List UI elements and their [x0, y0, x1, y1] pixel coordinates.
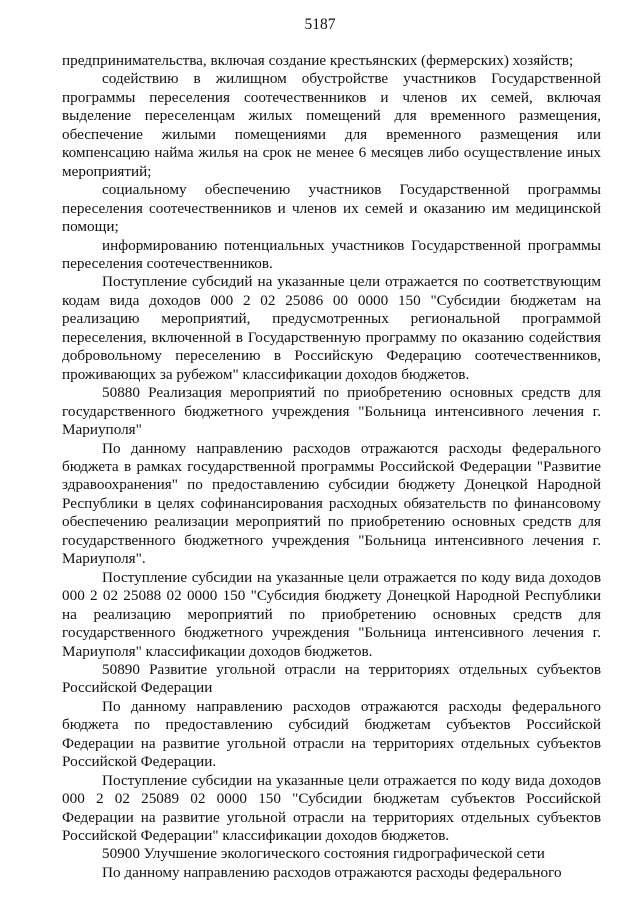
paragraph: По данному направлению расходов отражаются расходы федерального бюджета по предоставлению субсидий бюджетам субъектов Российской Федерации на развитие угольной отрасли на территориях отдельных субъектов Российской Федерации. [62, 697, 601, 771]
paragraph: Поступление субсидии на указанные цели отражается по коду вида доходов 000 2 02 25089 02 0000 150 "Субсидии бюджетам субъектов Российской Федерации на развитие угольной отрасли на территориях отдельных субъектов Российской Федерации" классификации доходов бюджетов. [62, 771, 601, 845]
paragraph: Поступление субсидий на указанные цели отражается по соответствующим кодам вида доходов 000 2 02 25086 00 0000 150 "Субсидии бюджетам на реализацию мероприятий, предусмотренных региональной программой переселения, включенной в Государственную программу по оказанию содействия добровольному переселению в Российскую Федерацию соотечественников, проживающих за рубежом" классификации доходов бюджетов. [62, 273, 601, 383]
page-number: 5187 [304, 16, 336, 33]
paragraph: Поступление субсидии на указанные цели отражается по коду вида доходов 000 2 02 25088 02 0000 150 "Субсидия бюджету Донецкой Народной Республики на реализацию мероприятий по приобретению основных средств для государственного бюджетного учреждения "Больница интенсивного лечения г. Мариуполя" классификации доходов бюджетов. [62, 568, 601, 660]
section-heading: 50890 Развитие угольной отрасли на территориях отдельных субъектов Российской Федерации [62, 660, 601, 697]
paragraph: По данному направлению расходов отражаются расходы федерального бюджета в рамках государственной программы Российской Федерации "Развитие здравоохранения" по предоставлению субсидии бюджету Донецкой Народной Республики в целях софинансирования расходных обязательств по финансовому обеспечению реализации мероприятий по приобретению основных средств для государственного бюджетного учреждения "Больница интенсивного лечения г. Мариуполя". [62, 439, 601, 568]
paragraph: предпринимательства, включая создание крестьянских (фермерских) хозяйств; [62, 52, 574, 69]
paragraph: социальному обеспечению участников Государственной программы переселения соотечественников и членов их семей и оказанию им медицинской помощи; [62, 181, 601, 236]
paragraph: По данному направлению расходов отражаются расходы федерального [102, 863, 562, 881]
paragraph: информированию потенциальных участников Государственной программы переселения соотечественников. [62, 236, 601, 272]
body-text [62, 52, 601, 882]
paragraph: содействию в жилищном обустройстве участников Государственной программы переселения соотечественников и членов их семей, включая выделение переселенцам жилых помещений для временного размещения, обеспечение жилыми помещениями для временного размещения или компенсацию найма жилья на срок не менее 6 месяцев либо осуществление иных мероприятий; [62, 70, 601, 180]
section-heading: 50880 Реализация мероприятий по приобретению основных средств для государственного бюджетного учреждения "Больница интенсивного лечения г. Мариуполя" [62, 384, 601, 439]
section-heading: 50900 Улучшение экологического состояния гидрографической сети [102, 845, 545, 863]
